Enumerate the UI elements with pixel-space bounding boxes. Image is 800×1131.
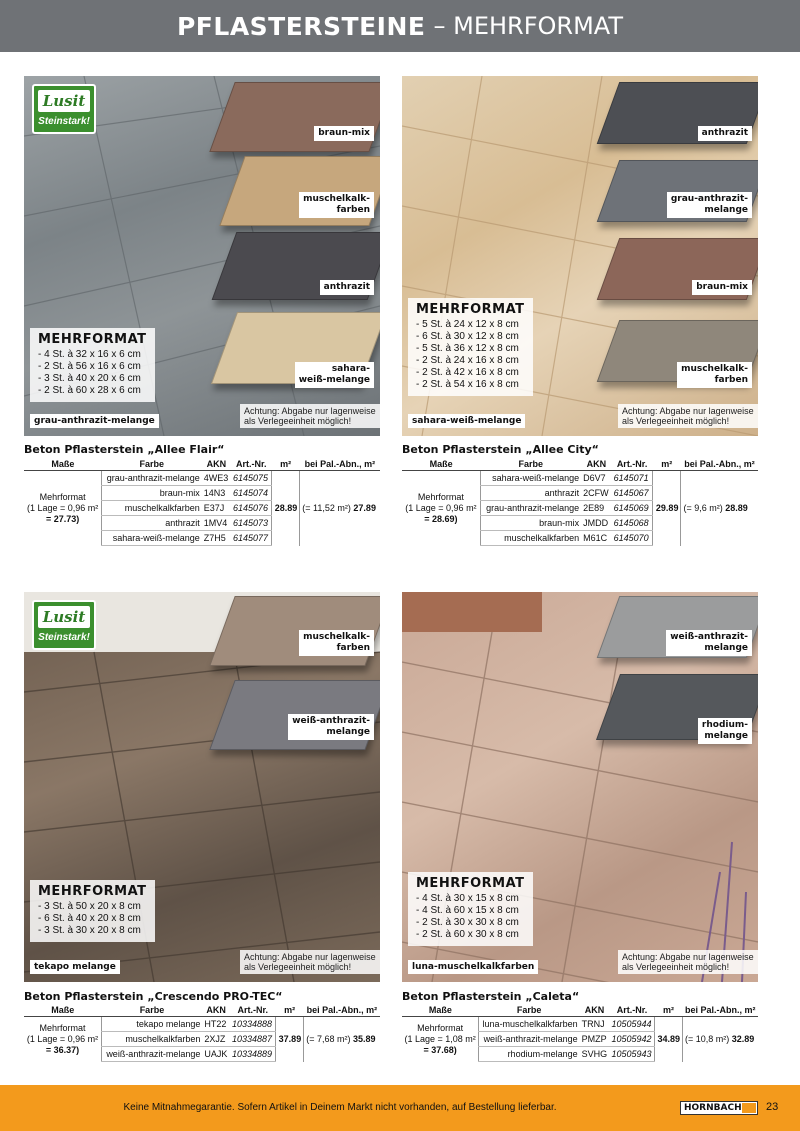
art-cell: 6145077: [231, 531, 272, 546]
product-photo-crescendo: [24, 592, 380, 982]
notice-line: Achtung: Abgabe nur lagenweise: [244, 406, 376, 416]
page-footer: [0, 1085, 800, 1131]
col-header: bei Pal.-Abn., m²: [300, 458, 380, 471]
akn-cell: SVHG: [580, 1047, 610, 1062]
col-header: AKN: [202, 1004, 230, 1017]
art-cell: 6145067: [612, 486, 653, 501]
masse-line: = 27.73): [45, 513, 80, 524]
col-header: bei Pal.-Abn., m²: [681, 458, 758, 471]
notice-line: Achtung: Abgabe nur lagenweise: [622, 952, 754, 962]
lusit-logo: [32, 84, 96, 134]
page-header: [0, 0, 800, 52]
farbe-cell: weiß-anthrazit-melange: [102, 1047, 203, 1062]
format-title: MEHRFORMAT: [38, 332, 147, 347]
art-cell: 10505942: [610, 1032, 655, 1047]
art-cell: 10505944: [610, 1017, 655, 1032]
akn-cell: 2CFW: [581, 486, 611, 501]
art-cell: 6145075: [231, 471, 272, 486]
header-subtitle: – MEHRFORMAT: [433, 12, 624, 40]
logo-tagline: Steinstark!: [38, 116, 90, 127]
col-header: Maße: [24, 458, 102, 471]
product-photo-allee-city: [402, 76, 758, 436]
col-header: Art.-Nr.: [612, 458, 653, 471]
format-line: - 4 St. à 30 x 15 x 8 cm: [416, 893, 519, 904]
farbe-cell: muschelkalkfarben: [102, 1032, 203, 1047]
farbe-cell: weiß-anthrazit-melange: [479, 1032, 580, 1047]
akn-cell: 2E89: [581, 501, 611, 516]
akn-cell: HT22: [202, 1017, 230, 1032]
pal-price: 28.89: [725, 503, 748, 514]
format-title: MEHRFORMAT: [38, 884, 147, 899]
notice-line: Achtung: Abgabe nur lagenweise: [622, 406, 754, 416]
farbe-cell: tekapo melange: [102, 1017, 203, 1032]
product-table: [24, 458, 380, 546]
price-cell: 28.89: [274, 503, 298, 514]
format-title: MEHRFORMAT: [416, 302, 525, 317]
format-box: [30, 328, 155, 402]
col-header: Art.-Nr.: [610, 1004, 655, 1017]
footer-disclaimer: Keine Mitnahmegarantie. Sofern Artikel in Deinem Markt nicht vorhanden, auf Bestellung lieferbar.: [123, 1102, 557, 1113]
masse-line: (1 Lage = 1,08 m²: [404, 1033, 476, 1044]
art-cell: 6145070: [612, 531, 653, 546]
masse-line: = 37.68): [423, 1044, 457, 1055]
akn-cell: Z7H5: [202, 531, 231, 546]
color-label: anthrazit: [698, 126, 752, 141]
masse-line: (1 Lage = 0,96 m²: [26, 502, 99, 513]
notice-line: als Verlegeeinheit möglich!: [244, 962, 352, 972]
akn-cell: PMZP: [580, 1032, 610, 1047]
notice-line: als Verlegeeinheit möglich!: [622, 416, 730, 426]
notice: [618, 404, 758, 428]
masse-line: (1 Lage = 0,96 m²: [26, 1033, 99, 1044]
format-line: - 5 St. à 24 x 12 x 8 cm: [416, 319, 519, 330]
format-box: [408, 298, 533, 396]
format-line: - 2 St. à 24 x 16 x 8 cm: [416, 355, 519, 366]
pal-cell: [304, 1017, 380, 1062]
hornbach-mark-icon: [742, 1103, 756, 1113]
color-label: muschelkalk- farben: [299, 630, 374, 656]
color-label: weiß-anthrazit- melange: [666, 630, 752, 656]
col-header: Art.-Nr.: [230, 1004, 276, 1017]
format-line: - 6 St. à 40 x 20 x 8 cm: [38, 913, 141, 924]
masse-line: Mehrformat: [39, 1022, 86, 1033]
price-cell: 37.89: [278, 1034, 302, 1045]
product-photo-allee-flair: [24, 76, 380, 436]
col-header: bei Pal.-Abn., m²: [682, 1004, 758, 1017]
col-header: m²: [653, 458, 681, 471]
masse-line: = 28.69): [424, 513, 458, 524]
akn-cell: JMDD: [581, 516, 611, 531]
format-line: - 4 St. à 32 x 16 x 6 cm: [38, 349, 141, 360]
akn-cell: M61C: [581, 531, 611, 546]
format-box: [30, 880, 155, 942]
notice: [240, 950, 380, 974]
hornbach-logo: [680, 1101, 758, 1115]
col-header: Maße: [402, 458, 480, 471]
col-header: Maße: [402, 1004, 479, 1017]
art-cell: 6145073: [231, 516, 272, 531]
photo-caption: sahara-weiß-melange: [408, 414, 525, 428]
pal-price: 35.89: [352, 1034, 376, 1045]
product-title: Beton Pflasterstein „Allee Flair“: [24, 443, 225, 456]
farbe-cell: grau-anthrazit-melange: [480, 501, 581, 516]
art-cell: 6145071: [612, 471, 653, 486]
notice: [240, 404, 380, 428]
akn-cell: E37J: [202, 501, 231, 516]
color-label: sahara- weiß-melange: [295, 362, 374, 388]
notice: [618, 950, 758, 974]
akn-cell: 14N3: [202, 486, 231, 501]
masse-line: Mehrformat: [39, 491, 86, 502]
akn-cell: TRNJ: [580, 1017, 610, 1032]
product-photo-caleta: [402, 592, 758, 982]
farbe-cell: anthrazit: [480, 486, 581, 501]
format-line: - 2 St. à 60 x 30 x 8 cm: [416, 929, 519, 940]
masse-line: Mehrformat: [417, 491, 464, 502]
header-title: PFLASTERSTEINE: [176, 11, 426, 41]
brand-name: HORNBACH: [684, 1103, 742, 1113]
table-row: [24, 1017, 380, 1032]
price-cell: 29.89: [655, 503, 679, 514]
akn-cell: 1MV4: [202, 516, 231, 531]
akn-cell: UAJK: [202, 1047, 230, 1062]
format-line: - 2 St. à 30 x 30 x 8 cm: [416, 917, 519, 928]
col-header: Farbe: [479, 1004, 580, 1017]
masse-cell: [24, 471, 102, 546]
art-cell: 10334887: [230, 1032, 276, 1047]
color-label: muschelkalk- farben: [677, 362, 752, 388]
format-line: - 3 St. à 50 x 20 x 8 cm: [38, 901, 141, 912]
format-line: - 5 St. à 36 x 12 x 8 cm: [416, 343, 519, 354]
art-cell: 10334889: [230, 1047, 276, 1062]
col-header: AKN: [580, 1004, 610, 1017]
art-cell: 6145074: [231, 486, 272, 501]
format-line: - 4 St. à 60 x 15 x 8 cm: [416, 905, 519, 916]
product-title: Beton Pflasterstein „Caleta“: [402, 990, 580, 1003]
col-header: bei Pal.-Abn., m²: [304, 1004, 380, 1017]
art-cell: 6145076: [231, 501, 272, 516]
col-header: AKN: [202, 458, 231, 471]
col-header: AKN: [581, 458, 611, 471]
format-line: - 3 St. à 40 x 20 x 6 cm: [38, 373, 141, 384]
farbe-cell: anthrazit: [102, 516, 202, 531]
pal-text: (= 7,68 m²): [306, 1034, 351, 1045]
format-line: - 3 St. à 30 x 20 x 8 cm: [38, 925, 141, 936]
farbe-cell: muschelkalkfarben: [102, 501, 202, 516]
color-label: anthrazit: [320, 280, 374, 295]
farbe-cell: braun-mix: [480, 516, 581, 531]
col-header: m²: [655, 1004, 683, 1017]
pal-price: 32.89: [731, 1034, 755, 1045]
masse-cell: [402, 1017, 479, 1062]
color-label: braun-mix: [314, 126, 374, 141]
color-label: rhodium- melange: [698, 718, 752, 744]
farbe-cell: rhodium-melange: [479, 1047, 580, 1062]
notice-line: Achtung: Abgabe nur lagenweise: [244, 952, 376, 962]
tile-sample-braun-mix: [209, 82, 380, 152]
product-table: [24, 1004, 380, 1062]
col-header: Maße: [24, 1004, 102, 1017]
logo-brand: Lusit: [38, 606, 90, 628]
logo-tagline: Steinstark!: [38, 632, 90, 643]
page-number: 23: [766, 1101, 779, 1113]
masse-line: (1 Lage = 0,96 m²: [405, 502, 477, 513]
format-line: - 2 St. à 56 x 16 x 6 cm: [38, 361, 141, 372]
farbe-cell: braun-mix: [102, 486, 202, 501]
format-line: - 6 St. à 30 x 12 x 8 cm: [416, 331, 519, 342]
format-title: MEHRFORMAT: [416, 876, 525, 891]
pal-cell: [682, 1017, 758, 1062]
price-cell: 34.89: [657, 1034, 680, 1045]
art-cell: 6145068: [612, 516, 653, 531]
photo-caption: luna-muschelkalkfarben: [408, 960, 538, 974]
pal-cell: [681, 471, 758, 546]
col-header: m²: [276, 1004, 304, 1017]
farbe-cell: muschelkalkfarben: [480, 531, 581, 546]
masse-cell: [402, 471, 480, 546]
pal-text: (= 10,8 m²): [684, 1034, 730, 1045]
product-title: Beton Pflasterstein „Allee City“: [402, 443, 599, 456]
format-line: - 2 St. à 54 x 16 x 8 cm: [416, 379, 519, 390]
color-label: braun-mix: [692, 280, 752, 295]
col-header: m²: [272, 458, 300, 471]
table-row: [24, 471, 380, 486]
product-table: [402, 1004, 758, 1062]
masse-cell: [24, 1017, 102, 1062]
notice-line: als Verlegeeinheit möglich!: [244, 416, 352, 426]
photo-caption: grau-anthrazit-melange: [30, 414, 159, 428]
farbe-cell: grau-anthrazit-melange: [102, 471, 202, 486]
product-title: Beton Pflasterstein „Crescendo PRO-TEC“: [24, 990, 283, 1003]
akn-cell: 2XJZ: [202, 1032, 230, 1047]
pal-cell: [300, 471, 380, 546]
color-label: grau-anthrazit- melange: [667, 192, 752, 218]
pal-text: (= 9,6 m²): [683, 503, 723, 514]
akn-cell: 4WE3: [202, 471, 231, 486]
pal-price: 27.89: [353, 503, 376, 514]
format-line: - 2 St. à 60 x 28 x 6 cm: [38, 385, 141, 396]
table-row: [402, 471, 758, 486]
col-header: Farbe: [102, 458, 202, 471]
format-line: - 2 St. à 42 x 16 x 8 cm: [416, 367, 519, 378]
format-box: [408, 872, 533, 946]
product-table: [402, 458, 758, 546]
masse-line: Mehrformat: [417, 1022, 464, 1033]
farbe-cell: luna-muschelkalkfarben: [479, 1017, 580, 1032]
pal-text: (= 11,52 m²): [302, 503, 351, 514]
art-cell: 10334888: [230, 1017, 276, 1032]
photo-caption: tekapo melange: [30, 960, 120, 974]
masse-line: = 36.37): [45, 1044, 80, 1055]
color-label: weiß-anthrazit- melange: [288, 714, 374, 740]
art-cell: 6145069: [612, 501, 653, 516]
logo-brand: Lusit: [38, 90, 90, 112]
akn-cell: D6V7: [581, 471, 611, 486]
lusit-logo: [32, 600, 96, 650]
farbe-cell: sahara-weiß-melange: [102, 531, 202, 546]
table-row: [402, 1017, 758, 1032]
art-cell: 10505943: [610, 1047, 655, 1062]
color-label: muschelkalk- farben: [299, 192, 374, 218]
farbe-cell: sahara-weiß-melange: [480, 471, 581, 486]
notice-line: als Verlegeeinheit möglich!: [622, 962, 730, 972]
col-header: Farbe: [480, 458, 581, 471]
col-header: Farbe: [102, 1004, 203, 1017]
col-header: Art.-Nr.: [231, 458, 272, 471]
